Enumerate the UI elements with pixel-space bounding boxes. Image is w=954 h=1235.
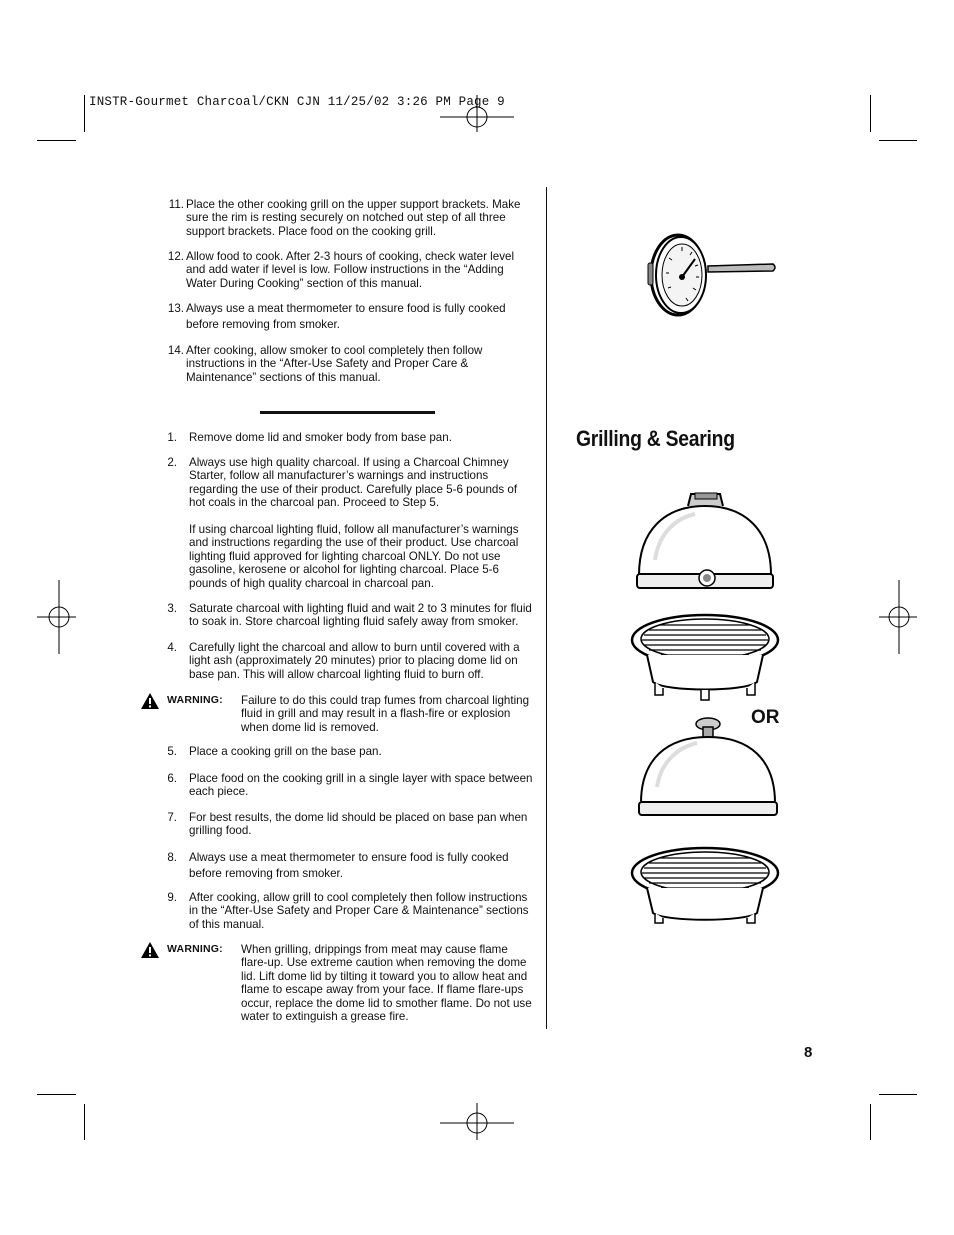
paragraph: If using charcoal lighting fluid, follow all manufacturer’s warnings and instructions regarding the use of their product. Use charcoal lighting fluid approved for lighting charcoal ONLY. Do not use gasoline, kerosene or alcohol for lighting charcoal. Place 5-6 pounds of high quality charcoal in charcoal pan. bbox=[189, 523, 519, 590]
section-rule bbox=[260, 411, 435, 414]
slug-line: INSTR-Gourmet Charcoal/CKN CJN 11/25/02 3:26 PM Page 9 bbox=[89, 95, 505, 109]
dome-lid-with-thermometer-illustration bbox=[625, 490, 785, 705]
page-number: 8 bbox=[804, 1044, 813, 1061]
warning-triangle-icon bbox=[140, 941, 160, 959]
or-label: OR bbox=[751, 707, 780, 728]
column-divider bbox=[546, 187, 547, 1029]
meat-thermometer-illustration bbox=[640, 225, 785, 320]
section-heading: Grilling & Searing bbox=[576, 426, 735, 451]
warning-triangle-icon bbox=[140, 692, 160, 710]
dome-lid-with-handle-illustration bbox=[625, 715, 785, 930]
